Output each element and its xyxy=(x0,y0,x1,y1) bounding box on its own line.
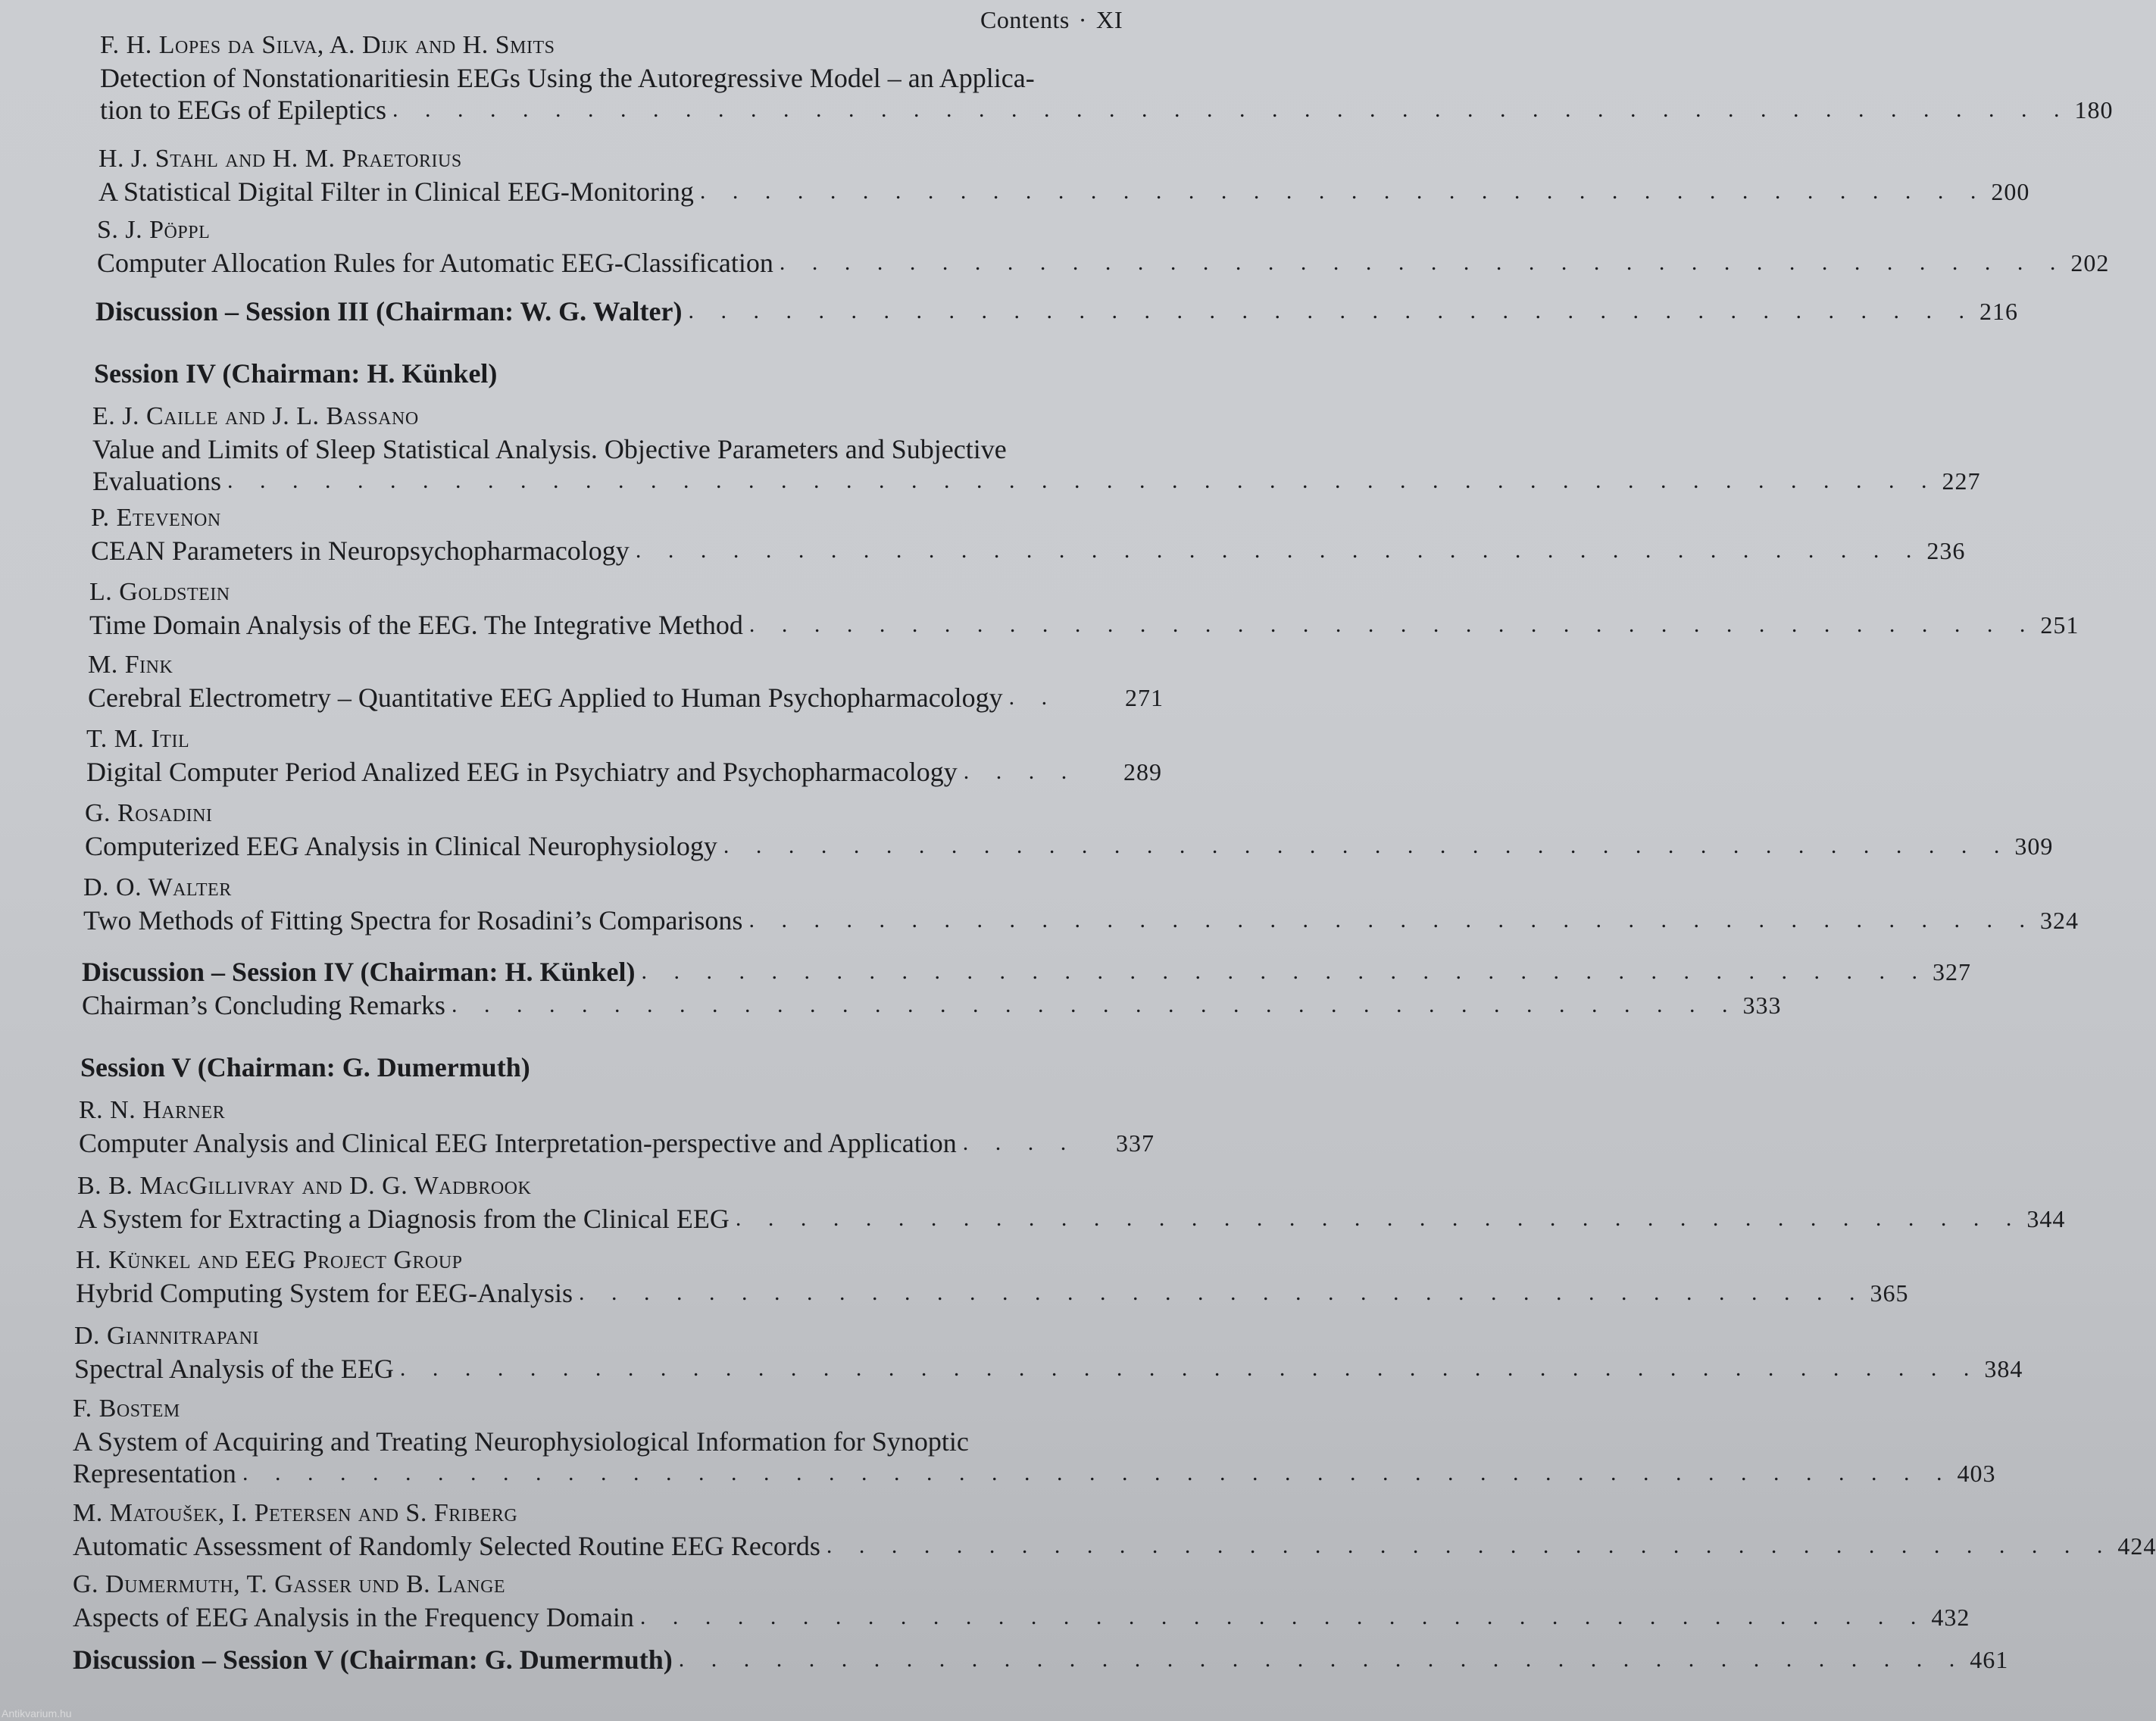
entry-title-end: Two Methods of Fitting Spectra for Rosadini’s Comparisons xyxy=(83,905,743,935)
toc-entry xyxy=(77,1171,2066,1235)
dot-leader: . . . . . . . . . . . . . . . . . . . . . . . . . . . . . . . . . . . . . . . . xyxy=(635,538,1923,563)
entry-page-number: 200 xyxy=(1991,178,2030,205)
entry-author: H. J. Stahl and H. M. Praetorius xyxy=(98,145,462,173)
entry-page-number: 432 xyxy=(1931,1604,1970,1631)
entry-title-end: Aspects of EEG Analysis in the Frequency Domain xyxy=(73,1602,634,1632)
entry-page-number: 327 xyxy=(1932,958,1971,985)
entry-title: Detection of Nonstationaritiesin EEGs Using the Autoregressive Model – an Applica- xyxy=(100,63,1035,93)
entry-author: M. Matoušek, I. Petersen and S. Friberg xyxy=(73,1499,518,1527)
dot-leader: . . . . xyxy=(962,1130,1077,1155)
toc-entry xyxy=(86,724,1162,788)
entry-author: D. Giannitrapani xyxy=(74,1322,259,1350)
dot-leader: . . . . . . . . . . . . . . . . . . . . . . . . . . . . . . . . . . . . . . . . . . . . . . . . . . . . . xyxy=(227,468,1938,493)
entry-page-number: 384 xyxy=(1984,1355,2023,1382)
entry-leader-line xyxy=(83,904,2079,936)
toc-entry xyxy=(98,144,2030,208)
entry-leader-line xyxy=(82,989,1782,1021)
dot-leader: . . xyxy=(1008,685,1058,710)
entry-leader-line xyxy=(76,1277,1909,1309)
dot-leader: . . . . . . . . . . . . . . . . . . . . . . . . . . . . . . . . . . . . . . . . xyxy=(748,907,2036,932)
toc-discussion xyxy=(82,956,1971,988)
entry-leader-line xyxy=(77,1203,2066,1235)
entry-page-number: 236 xyxy=(1926,537,1966,564)
entry-author: L. Goldstein xyxy=(89,578,230,606)
entry-author: P. Etevenon xyxy=(91,504,221,532)
dot-leader: . . . . . . . . . . . . . . . . . . . . . . . . . . . . . . . . . . . . . . . . . . . . . . . . . . . . . xyxy=(242,1460,1953,1485)
entry-leader-line xyxy=(79,1127,1155,1159)
toc-entry xyxy=(91,503,1966,567)
entry-title-end: Chairman’s Concluding Remarks xyxy=(82,990,445,1020)
entry-title-end: Computer Allocation Rules for Automatic EEG-Classification xyxy=(97,248,773,278)
entry-title-end: Cerebral Electrometry – Quantitative EEG Applied to Human Psychopharmacology xyxy=(88,682,1003,713)
toc-discussion xyxy=(73,1644,2009,1676)
entry-leader-line xyxy=(86,756,1162,788)
entry-title: Value and Limits of Sleep Statistical Analysis. Objective Parameters and Subjective xyxy=(92,434,1007,464)
dot-leader: . . . . . . . . . . . . . . . . . . . . . . . . . . . . . . . . . . . . . . . . xyxy=(748,612,2036,637)
toc-entry xyxy=(97,215,2110,279)
entry-leader-line xyxy=(95,295,2018,327)
dot-leader: . . . . . . . . . . . . . . . . . . . . . . . . . . . . . . . . . . . . . . . . xyxy=(688,298,1975,323)
toc-entry xyxy=(82,989,1782,1021)
entry-title-end: Computerized EEG Analysis in Clinical Neurophysiology xyxy=(85,831,717,861)
entry-leader-line xyxy=(74,1353,2023,1385)
entry-title-end: Spectral Analysis of the EEG xyxy=(74,1354,394,1384)
toc-entry xyxy=(73,1498,2156,1562)
toc-discussion xyxy=(95,295,2018,327)
session-heading: Session V (Chairman: G. Dumermuth) xyxy=(80,1052,530,1082)
entry-author: B. B. MacGillivray and D. G. Wadbrook xyxy=(77,1172,532,1200)
header-page-number: XI xyxy=(1095,6,1123,33)
entry-page-number: 227 xyxy=(1942,467,1981,495)
discussion-title: Discussion – Session III (Chairman: W. G. Walter) xyxy=(95,296,683,326)
dot-leader: . . . . xyxy=(963,759,1078,784)
entry-author: E. J. Caille and J. L. Bassano xyxy=(92,402,419,430)
entry-page-number: 333 xyxy=(1742,992,1782,1019)
entry-leader-line xyxy=(91,535,1966,567)
entry-page-number: 289 xyxy=(1123,758,1162,786)
entry-leader-line xyxy=(85,830,2054,862)
toc-entry xyxy=(73,1570,1970,1633)
entry-title-end: CEAN Parameters in Neuropsychopharmacology xyxy=(91,536,630,566)
dot-leader: . . . . . . . . . . . . . . . . . . . . . . . . . . . . . . . . . . . . . . . . xyxy=(779,250,2067,275)
entry-leader-line xyxy=(73,1601,1970,1633)
toc-entry xyxy=(85,798,2054,862)
entry-leader-line xyxy=(98,176,2030,208)
entry-author: H. Künkel and EEG Project Group xyxy=(76,1246,463,1274)
entry-title-end: Computer Analysis and Clinical EEG Interpretation-perspective and Application xyxy=(79,1128,957,1158)
dot-leader: . . . . . . . . . . . . . . . . . . . . . . . . . . . . . . . . . . . . . . . . xyxy=(723,833,2011,858)
entry-author: D. O. Walter xyxy=(83,873,232,901)
entry-page-number: 337 xyxy=(1116,1129,1155,1157)
entry-title-end: A Statistical Digital Filter in Clinical EEG-Monitoring xyxy=(98,176,694,207)
entry-title-end: Evaluations xyxy=(92,466,221,496)
dot-leader: . . . . . . . . . . . . . . . . . . . . . . . . . . . . . . . . . . . . . . . . . . . . . . . . . xyxy=(399,1356,1980,1381)
entry-leader-line xyxy=(89,609,2079,641)
toc-entry xyxy=(79,1095,1155,1159)
entry-author: F. Bostem xyxy=(73,1395,180,1423)
entry-page-number: 180 xyxy=(2074,96,2114,123)
entry-leader-line xyxy=(88,682,1164,714)
header-label: Contents xyxy=(980,6,1070,33)
entry-author: G. Dumermuth, T. Gasser und B. Lange xyxy=(73,1570,506,1598)
dot-leader: . . . . . . . . . . . . . . . . . . . . . . . . . . . . . . . . . . . . . . . . xyxy=(678,1647,1966,1672)
header-separator: · xyxy=(1078,6,1087,33)
entry-title-end: Hybrid Computing System for EEG-Analysis xyxy=(76,1278,573,1308)
entry-author: F. H. Lopes da Silva, A. Dijk and H. Smits xyxy=(100,31,555,59)
entry-author: T. M. Itil xyxy=(86,725,190,753)
dot-leader: . . . . . . . . . . . . . . . . . . . . . . . . . . . . . . . . . . . . . . . . xyxy=(578,1280,1866,1305)
toc-entry xyxy=(100,30,2114,126)
dot-leader: . . . . . . . . . . . . . . . . . . . . . . . . . . . . . . . . . . . . . . . . xyxy=(639,1604,1927,1629)
entry-page-number: 365 xyxy=(1870,1279,1909,1307)
entry-page-number: 202 xyxy=(2070,249,2110,276)
dot-leader: . . . . . . . . . . . . . . . . . . . . . . . . . . . . . . . . . . . . . . . . xyxy=(699,179,1987,204)
entry-author: S. J. Pöppl xyxy=(97,216,211,244)
entry-leader-line xyxy=(97,247,2110,279)
entry-leader-line xyxy=(92,465,1981,497)
entry-title-end: Representation xyxy=(73,1458,236,1488)
entry-page-number: 344 xyxy=(2026,1205,2066,1232)
dot-leader: . . . . . . . . . . . . . . . . . . . . . . . . . . . . . . . . . . . . . . . . . . . . . . . . . . . . xyxy=(392,97,2070,122)
entry-page-number: 403 xyxy=(1957,1460,1996,1487)
entry-author: R. N. Harner xyxy=(79,1096,226,1124)
toc-entry xyxy=(83,873,2079,936)
entry-title-end: Time Domain Analysis of the EEG. The Integrative Method xyxy=(89,610,743,640)
entry-author: M. Fink xyxy=(88,651,173,679)
toc-entry xyxy=(74,1321,2023,1385)
entry-page-number: 271 xyxy=(1125,684,1164,711)
session-heading: Session IV (Chairman: H. Künkel) xyxy=(94,358,498,389)
toc-entry xyxy=(92,401,1981,497)
toc-entry xyxy=(73,1394,1996,1489)
entry-page-number: 461 xyxy=(1970,1646,2009,1673)
toc-entry xyxy=(89,577,2079,641)
entry-leader-line xyxy=(100,94,2114,126)
entry-page-number: 216 xyxy=(1979,298,2018,325)
discussion-title: Discussion – Session V (Chairman: G. Dumermuth) xyxy=(73,1644,673,1675)
dot-leader: . . . . . . . . . . . . . . . . . . . . . . . . . . . . . . . . . . . . . . . . xyxy=(451,992,1739,1017)
entry-page-number: 309 xyxy=(2014,832,2054,860)
discussion-title: Discussion – Session IV (Chairman: H. Künkel) xyxy=(82,957,636,987)
entry-page-number: 324 xyxy=(2039,907,2079,934)
entry-title: A System of Acquiring and Treating Neurophysiological Information for Synoptic xyxy=(73,1426,969,1457)
entry-title-end: Digital Computer Period Analized EEG in Psychiatry and Psychopharmacology xyxy=(86,757,958,787)
entry-leader-line xyxy=(82,956,1971,988)
dot-leader: . . . . . . . . . . . . . . . . . . . . . . . . . . . . . . . . . . . . . . . . xyxy=(735,1206,2023,1231)
entry-leader-line xyxy=(73,1644,2009,1676)
entry-leader-line xyxy=(73,1457,1996,1489)
dot-leader: . . . . . . . . . . . . . . . . . . . . . . . . . . . . . . . . . . . . . . . . xyxy=(826,1533,2114,1558)
entry-page-number: 424 xyxy=(2117,1532,2156,1560)
entry-title-end: Automatic Assessment of Randomly Selected Routine EEG Records xyxy=(73,1531,820,1561)
toc-entry xyxy=(76,1245,1909,1309)
entry-leader-line xyxy=(73,1530,2156,1562)
watermark: Antikvarium.hu xyxy=(2,1707,72,1719)
entry-author: G. Rosadini xyxy=(85,799,213,827)
entry-page-number: 251 xyxy=(2040,611,2079,639)
toc-entry xyxy=(88,650,1164,714)
dot-leader: . . . . . . . . . . . . . . . . . . . . . . . . . . . . . . . . . . . . . . . . xyxy=(641,959,1928,984)
entry-title-end: tion to EEGs of Epileptics xyxy=(100,95,386,125)
entry-title-end: A System for Extracting a Diagnosis from the Clinical EEG xyxy=(77,1204,730,1234)
